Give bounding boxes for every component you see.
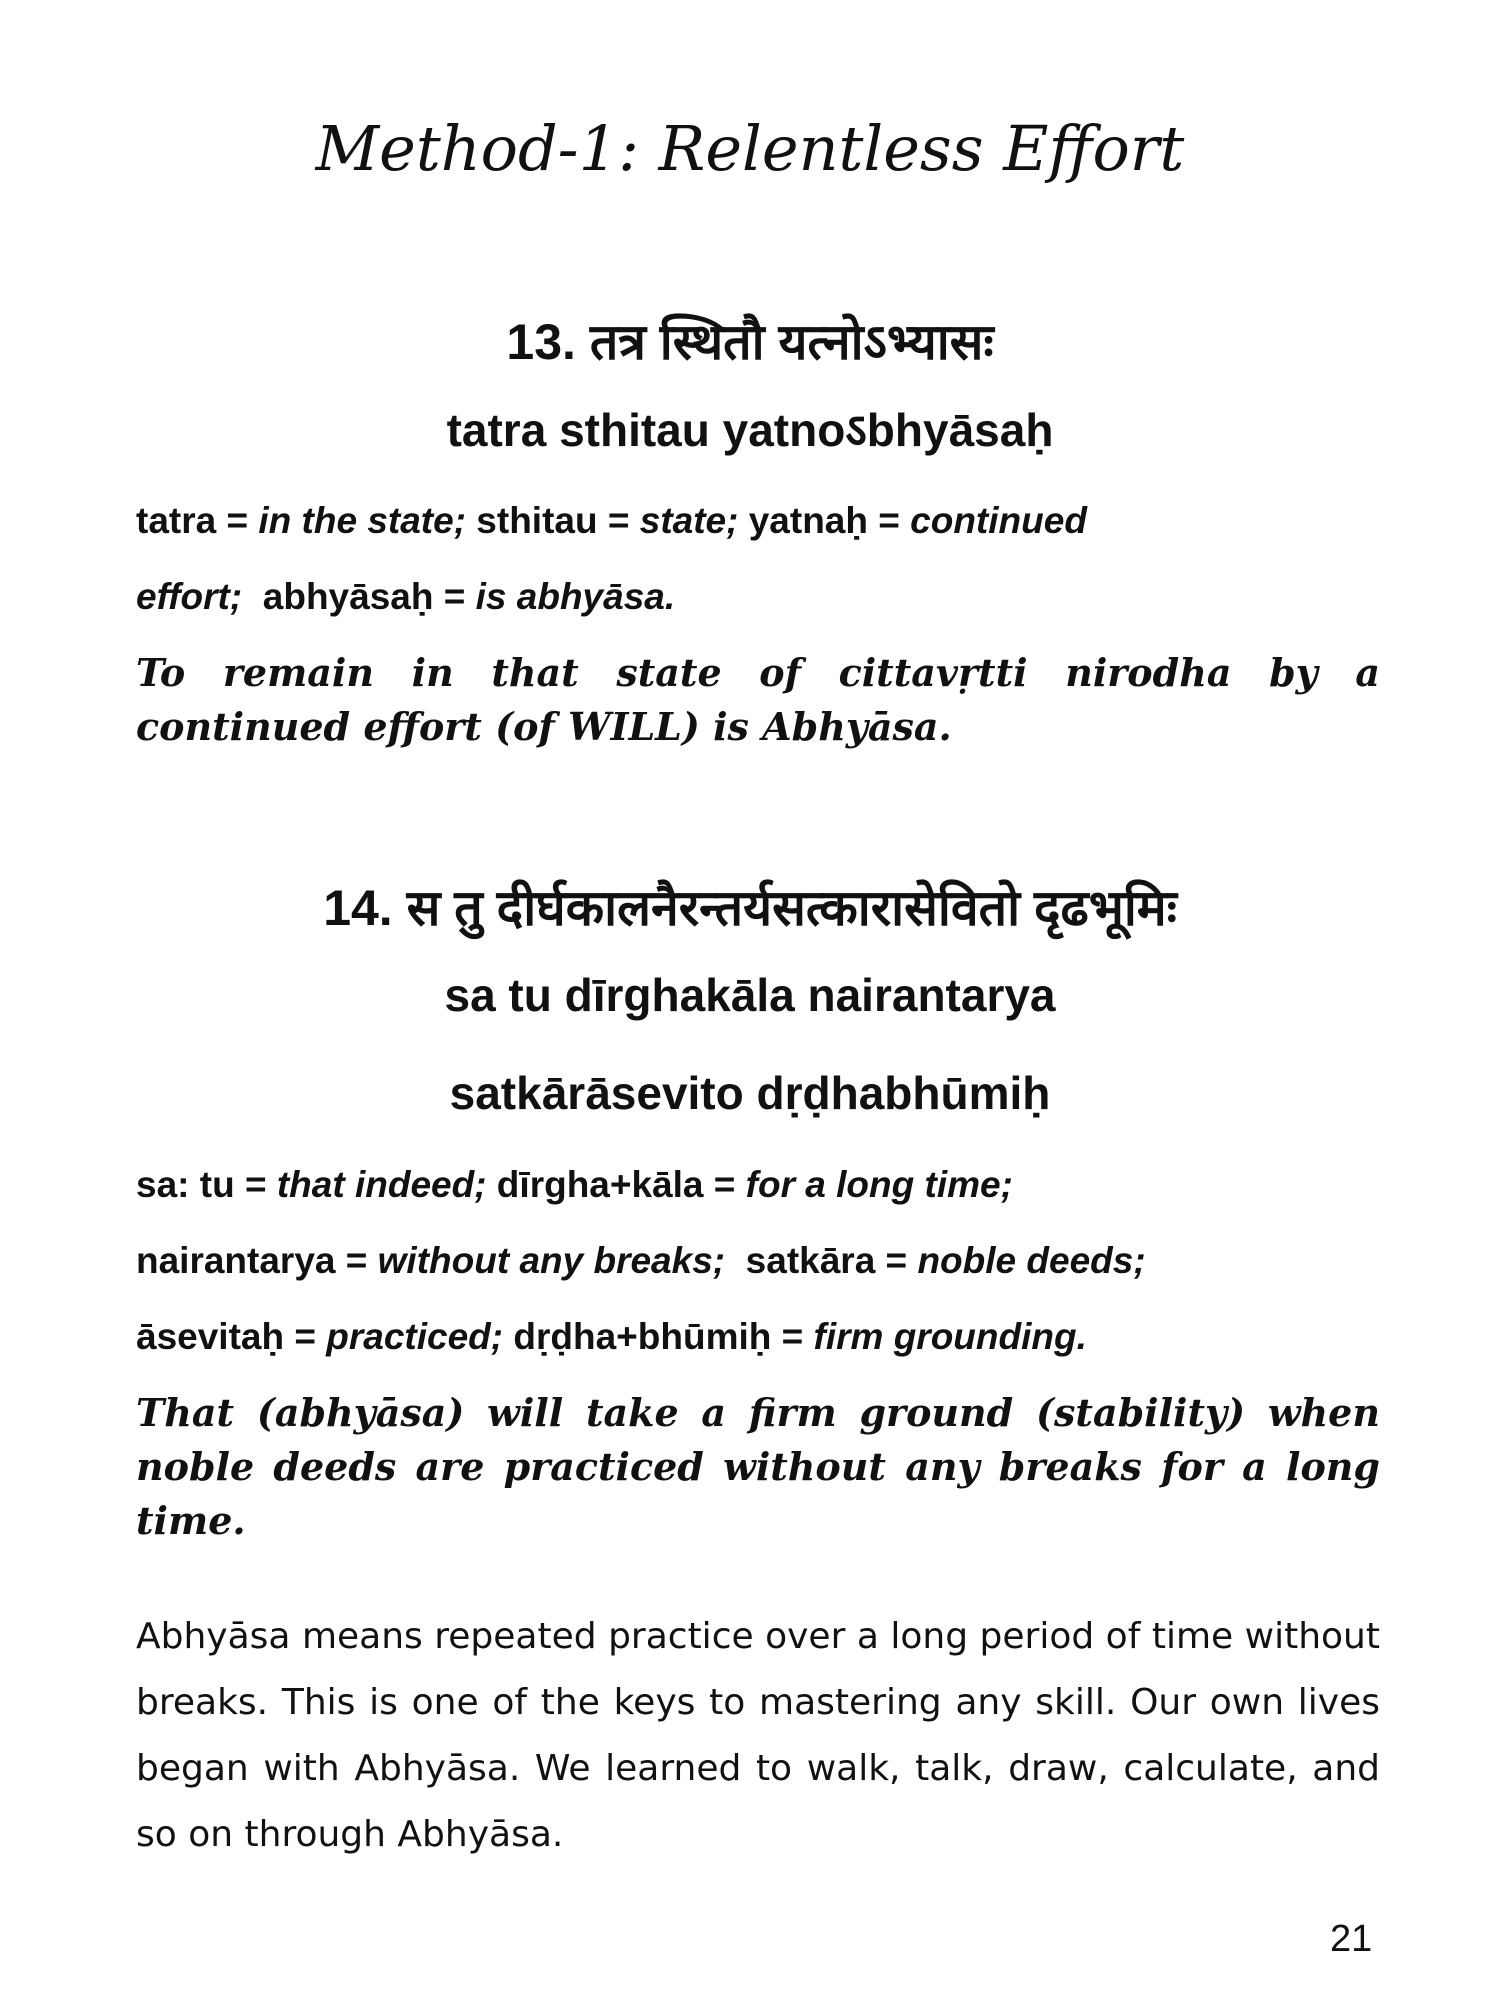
sutra-14-devanagari: 14. स तु दीर्घकालनैरन्तर्यसत्कारासेवितो दृढभूमिः — [323, 880, 1177, 936]
meaning-gloss: effort; — [136, 576, 243, 617]
meaning-gloss: without any breaks; — [377, 1240, 726, 1281]
meaning-gloss: that indeed; — [276, 1164, 487, 1205]
sutra-13-meaning-line-1 — [136, 500, 1087, 542]
page-number: 21 — [1330, 1918, 1373, 1960]
meaning-gloss: continued — [910, 500, 1087, 541]
body-paragraph: Abhyāsa means repeated practice over a long period of time without breaks. This is one of the keys to mastering any skill. Our own lives began with Abhyāsa. We learned to walk, talk, draw, calculate, and so on through Abhyāsa. — [136, 1616, 1380, 1855]
meaning-term: tatra = — [136, 500, 259, 541]
meaning-gloss: for a long time; — [745, 1164, 1013, 1205]
meaning-term: satkāra = — [725, 1240, 918, 1281]
sutra-13-transliteration: tatra sthitau yatnoऽbhyāsaḥ — [446, 404, 1054, 456]
sutra-14-transliteration-line-1: sa tu dīrghakāla nairantarya — [444, 969, 1056, 1021]
sutra-14-translation: That (abhyāsa) will take a firm ground (stability) when noble deeds are practiced without any breaks for a long time. — [136, 1390, 1380, 1543]
meaning-gloss: firm grounding. — [813, 1316, 1087, 1357]
sutra-14-meaning-line-1 — [136, 1164, 1013, 1206]
page-title: Method-1: Relentless Effort — [315, 112, 1185, 185]
meaning-term: yatnaḥ = — [738, 500, 911, 541]
sutra-13-translation: To remain in that state of cittavṛtti nirodha by a continued effort (of WILL) is Abhyāsa. — [136, 650, 1380, 749]
sutra-13-meaning-line-2 — [136, 576, 675, 618]
meaning-term: āsevitaḥ = — [136, 1316, 327, 1357]
meaning-term: sthitau = — [466, 500, 640, 541]
meaning-term: dṛḍha+bhūmiḥ = — [503, 1316, 814, 1357]
meaning-gloss: noble deeds; — [917, 1240, 1146, 1281]
meaning-term: dīrgha+kāla = — [486, 1164, 746, 1205]
sutra-14-transliteration-line-2: satkārāsevito dṛḍhabhūmiḥ — [449, 1067, 1051, 1119]
meaning-gloss: state; — [639, 500, 739, 541]
meaning-term: nairantarya = — [136, 1240, 378, 1281]
sutra-14-meaning-line-2 — [136, 1240, 1146, 1282]
meaning-gloss: is abhyāsa. — [475, 576, 676, 617]
meaning-term: sa: tu = — [136, 1164, 277, 1205]
meaning-term: abhyāsaḥ = — [242, 576, 476, 617]
sutra-14-meaning-line-3 — [136, 1316, 1087, 1358]
sutra-13-devanagari: 13. तत्र स्थितौ यत्नोऽभ्यासः — [506, 314, 994, 370]
meaning-gloss: practiced; — [326, 1316, 504, 1357]
meaning-gloss: in the state; — [258, 500, 467, 541]
